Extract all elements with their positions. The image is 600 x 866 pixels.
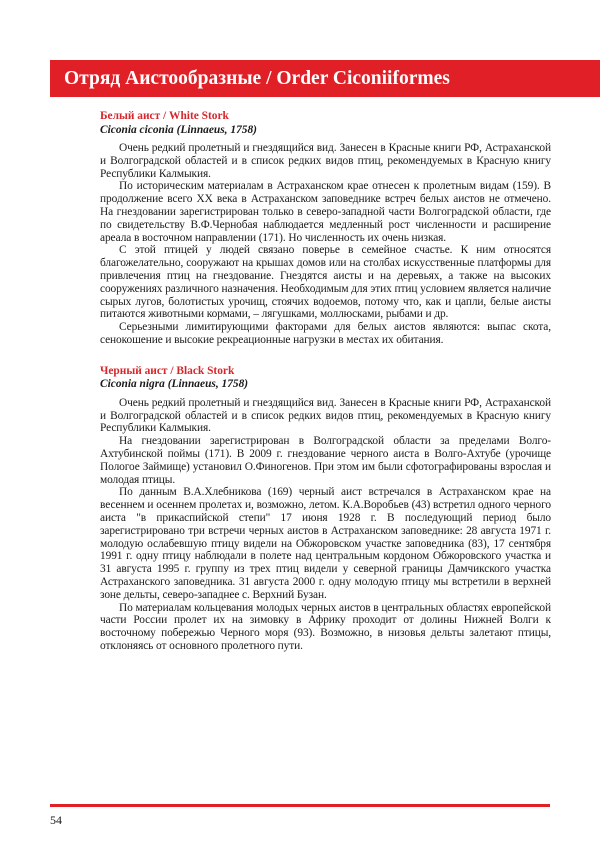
paragraph: По историческим материалам в Астраханском крае отнесен к пролетным видам (159). В продолжение всего XX века в Астраханском заповеднике встреч белых аистов не отмечено. На гнездовании зарегистрирован только в северо-западной части Волгоградской области, где по свидетельству В.Ф.Чернобая наблюдается медленный рост численности и расширение ареала в восточном направлении (171). Но численность их очень низкая. — [100, 180, 551, 244]
paragraph: Серьезными лимитирующими факторами для белых аистов являются: выпас скота, сенокошение и высокие рекреационные нагрузки в местах их обитания. — [100, 321, 551, 346]
species-title: Черный аист / Black Stork — [100, 364, 235, 377]
paragraph: Очень редкий пролетный и гнездящийся вид. Занесен в Красные книги РФ, Астраханской и Волгоградской областей и в список редких видов птиц, рекомендуемых в Красную книгу Республики Калмыкия. — [100, 396, 551, 435]
species-section-white-stork — [100, 110, 551, 347]
section-spacer — [100, 347, 551, 365]
species-title: Белый аист / White Stork — [100, 110, 229, 122]
species-latin-name: Ciconia nigra (Linnaeus, 1758) — [100, 378, 249, 391]
footer-rule — [50, 804, 550, 807]
species-section-black-stork — [100, 365, 551, 653]
paragraph: На гнездовании зарегистрирован в Волгоградской области за пределами Волго-Ахтубинской поймы (171). В 2009 г. гнездование черного аиста в Волго-Ахтубе (урочище Пологое Займище) установил О.Финогенов. При этом им были сфотографированы взрослая и молодая птицы. — [100, 435, 551, 486]
chapter-title: Отряд Аистообразные / Order Ciconiiformes — [64, 68, 450, 89]
chapter-header-band — [50, 60, 600, 97]
paragraph: По данным В.А.Хлебникова (169) черный аист встречался в Астраханском крае на весеннем и осеннем пролетах и, возможно, летом. К.А.Воробьев (43) встретил одного черного аиста "в прикаспийской степи" 17 июня 1928 г. В последующий период было зарегистрировано три встречи черных аистов в Астраханском заповеднике: 28 августа 1971 г. молодую ослабевшую птицу видели на Обжоровском участке заповедника (83), 17 сентября 1991 г. одну птицу наблюдали в полете над центральным кордоном Обжоровского участка и 31 августа 1995 г. группу из трех птиц видели у северной границы Дамчикского участка Астраханского заповедника. 31 августа 2000 г. одну молодую птицу мы встретили в верхней зоне дельты, северо-западнее с. Верхний Бузан. — [100, 486, 551, 601]
page-number: 54 — [50, 813, 62, 827]
paragraph: По материалам кольцевания молодых черных аистов в центральных областях европейской части России пролет их на зимовку в Африку проходит от долины Нижней Волги к восточному побережью Черного моря (93). Возможно, в низовья дельты залетают птицы, отклоняясь от основного пролетного пути. — [100, 601, 551, 652]
paragraph: С этой птицей у людей связано поверье в семейное счастье. К ним относятся благожелательно, сооружают на крышах домов или на столбах искусственные платформы для привлечения птиц на гнездование. Гнездятся аисты и на деревьях, а также на высоких сооружениях различного назначения. Необходимым для этих птиц условием является наличие сырых лугов, болотистых урочищ, стоячих водоемов, потому что, как и цапли, белые аисты питаются животными кормами, – лягушками, моллюсками, рыбами и др. — [100, 244, 551, 321]
paragraph: Очень редкий пролетный и гнездящийся вид. Занесен в Красные книги РФ, Астраханской и Волгоградской областей и в список редких видов птиц, рекомендуемых в Красную книгу Республики Калмыкия. — [100, 142, 551, 180]
page-content — [100, 110, 551, 653]
species-latin-name: Ciconia ciconia (Linnaeus, 1758) — [100, 123, 257, 136]
